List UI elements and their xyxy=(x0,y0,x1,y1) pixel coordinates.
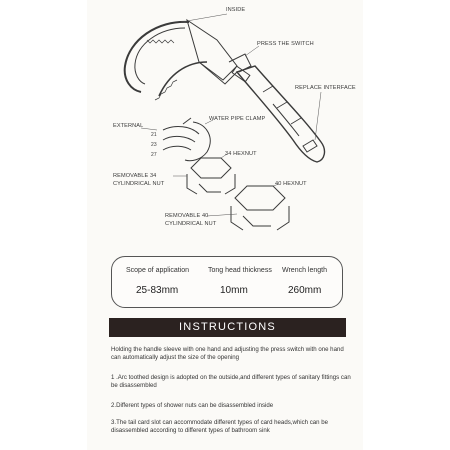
label-inside: INSIDE xyxy=(226,7,246,13)
instruction-sheet xyxy=(87,0,363,450)
label-removable-40: REMOVABLE 40 xyxy=(165,213,209,219)
spec-value-length: 260mm xyxy=(288,285,322,296)
instruction-paragraph-3: 3.The tail card slot can accommodate different types of card heads,which can be disassembled according to different types of bathroom sink xyxy=(111,419,329,435)
label-replace-interface: REPLACE INTERFACE xyxy=(295,85,356,91)
label-size-21: 21 xyxy=(151,132,157,138)
label-size-23: 23 xyxy=(151,142,157,148)
label-press-switch: PRESS THE SWITCH xyxy=(257,41,314,47)
label-40-hexnut: 40 HEXNUT xyxy=(275,181,307,187)
label-34-hexnut: 34 HEXNUT xyxy=(225,151,257,157)
wrench-diagram xyxy=(87,0,363,240)
spec-header-length: Wrench length xyxy=(282,267,328,274)
label-removable-34: REMOVABLE 34 xyxy=(113,173,157,179)
label-size-27: 27 xyxy=(151,152,157,158)
label-water-pipe-clamp: WATER PIPE CLAMP xyxy=(209,116,266,122)
spec-header-thickness: Tong head thickness xyxy=(208,267,272,274)
instruction-paragraph-1: 1 .Arc toothed design is adopted on the outside,and different types of sanitary fittings can be disassembled xyxy=(111,374,351,390)
label-removable-34-cylindrical: CYLINDRICAL NUT xyxy=(113,181,165,187)
spec-header-scope: Scope of application xyxy=(126,267,190,274)
label-external: EXTERNAL xyxy=(113,123,144,129)
instructions-title: INSTRUCTIONS xyxy=(109,318,346,337)
instruction-paragraph-2: 2.Different types of shower nuts can be disassembled inside xyxy=(111,402,274,409)
instruction-paragraph-intro: Holding the handle sleeve with one hand and adjusting the press switch with one hand can automatically adjust the size of the opening xyxy=(111,346,344,362)
spec-value-scope: 25-83mm xyxy=(136,285,179,296)
label-removable-40-cylindrical: CYLINDRICAL NUT xyxy=(165,221,217,227)
specifications-box xyxy=(111,256,343,308)
spec-value-thickness: 10mm xyxy=(220,285,248,296)
